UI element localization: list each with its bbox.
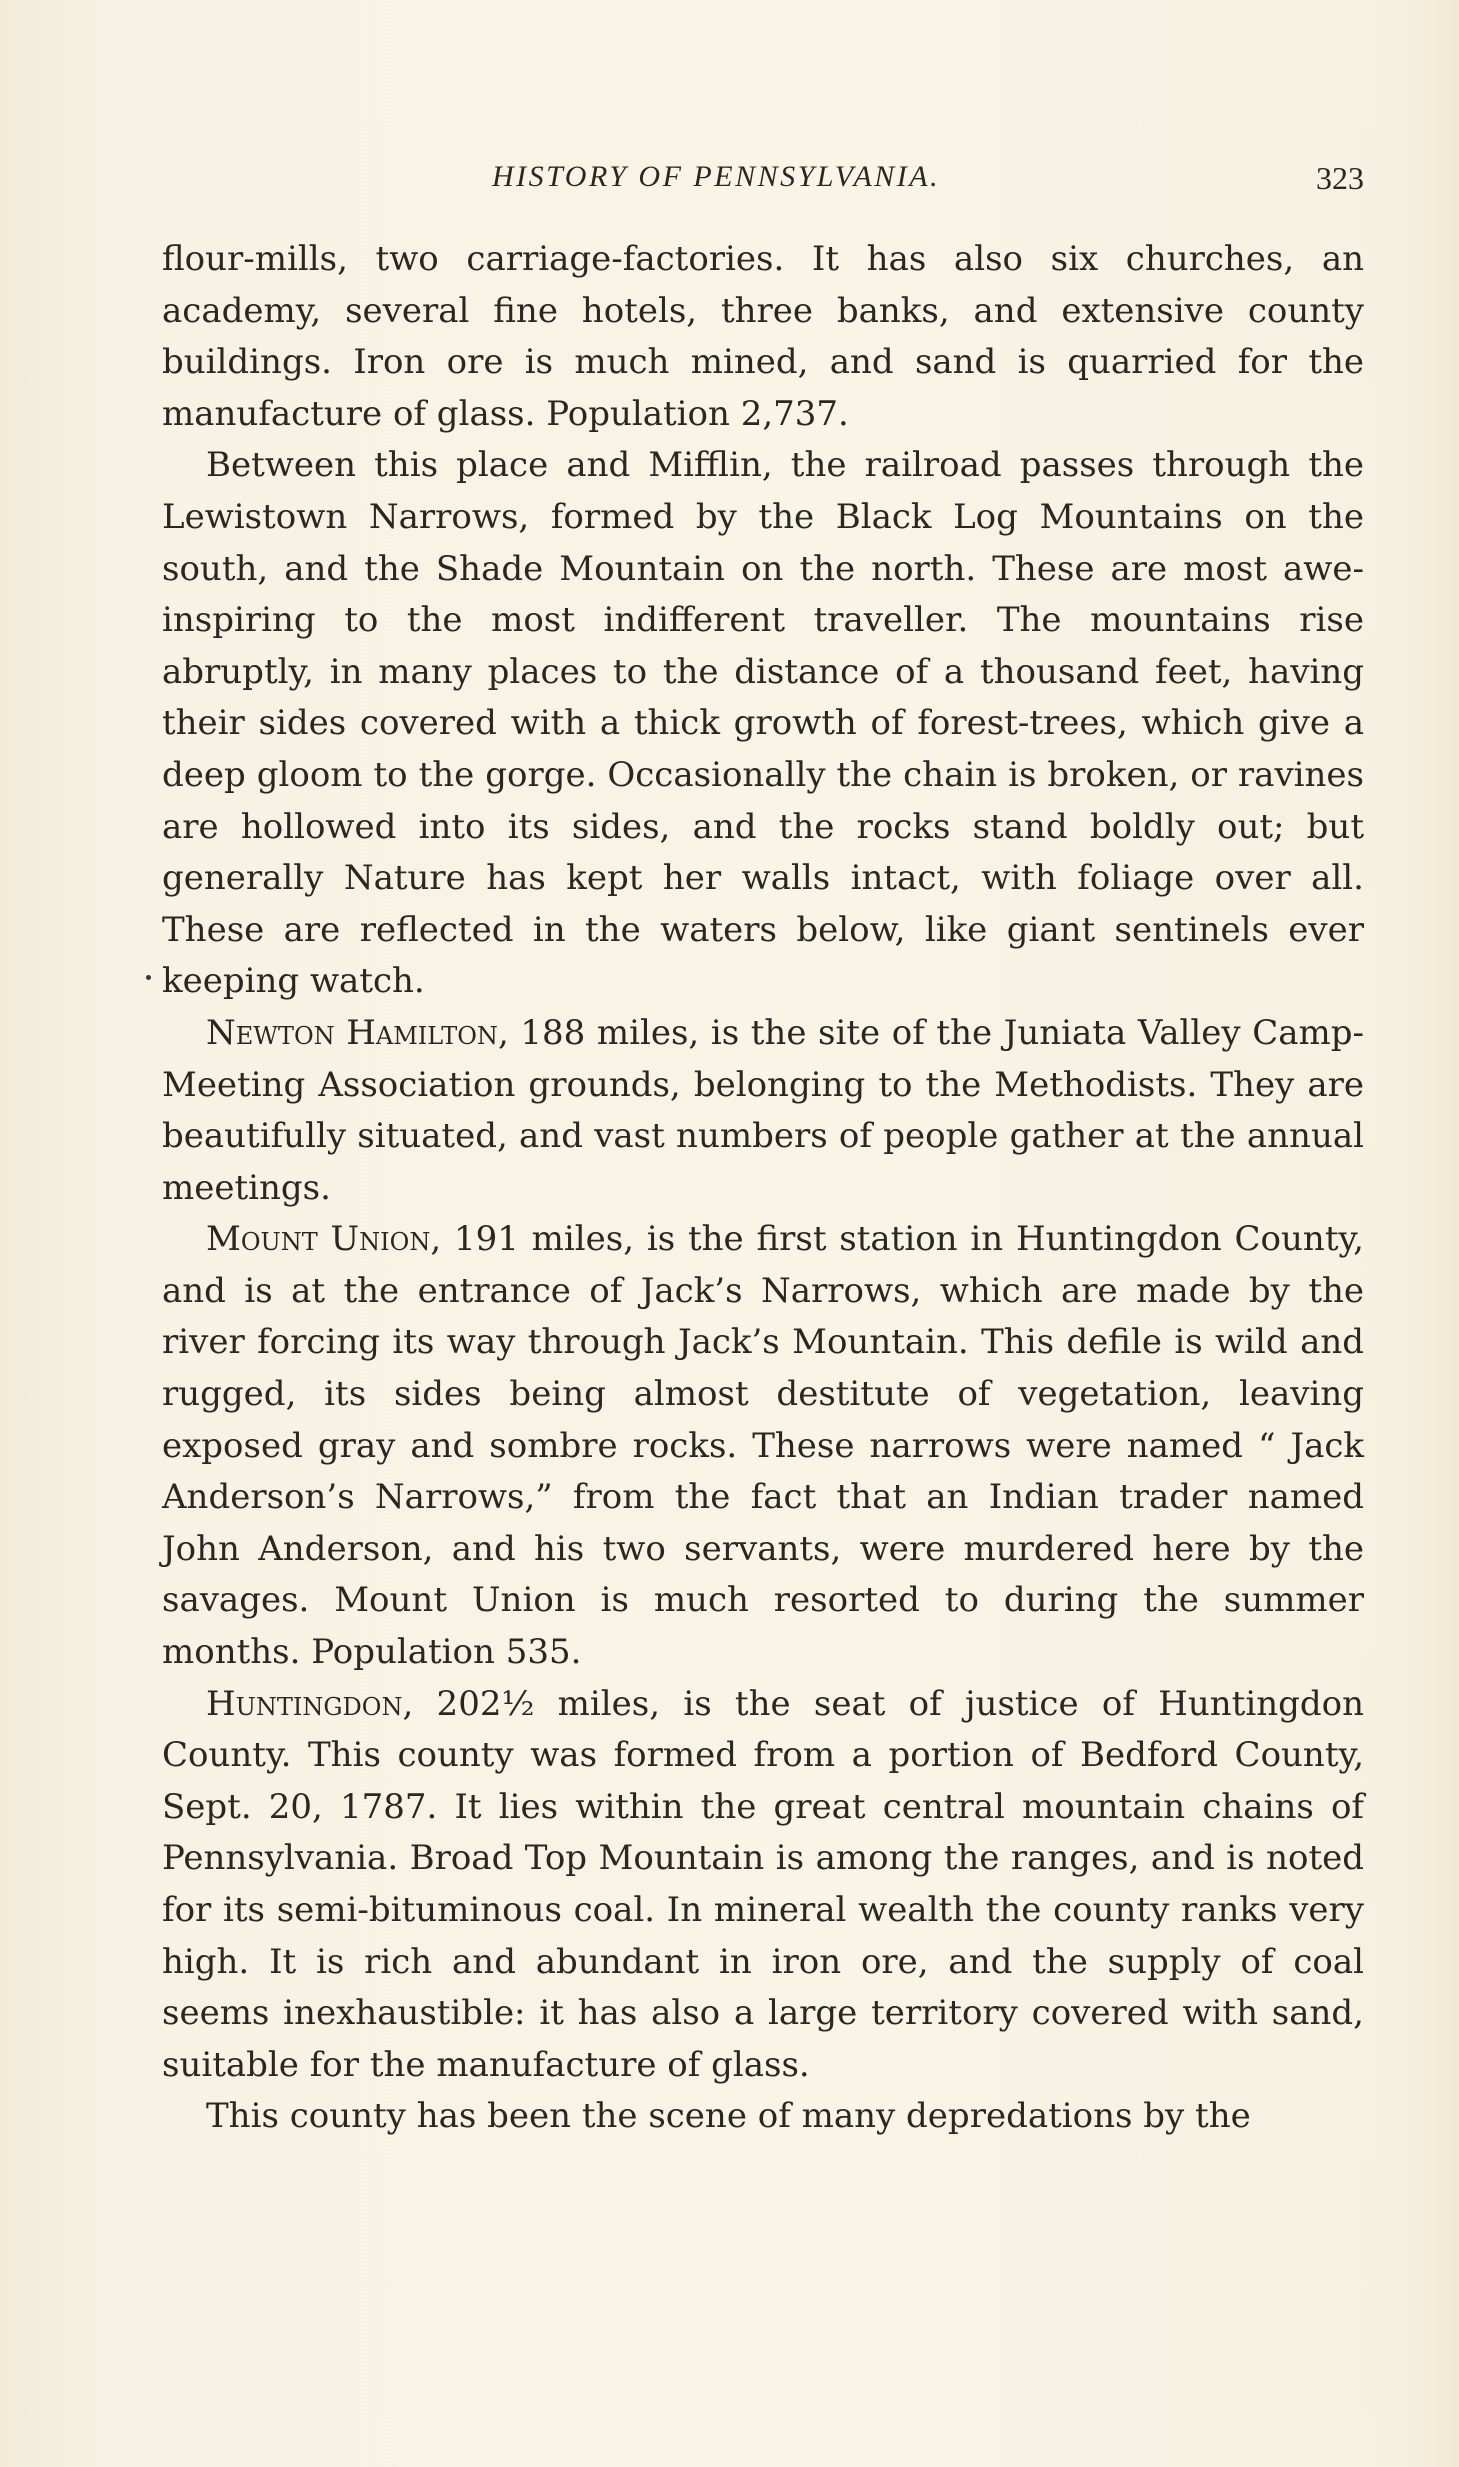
paragraph-4-text: , 191 miles, is the first station in Huntingdon County, and is at the entrance of Jack’s Narrows, which are made by the river forcing its way through Jack’s Mountain. This defile is wild and rugged, its sides being almost destitute of vegetation, leaving exposed gray and sombre rocks. These narrows were named “ Jack Anderson’s Narrows,” from the fact that an Indian trader named John Anderson, and his two servants, were murdered here by the savages. Mount Union is much resorted to during the summer months. Population 535. (162, 1219, 1364, 1673)
margin-mark (146, 975, 151, 980)
paragraph-mount-union (162, 1214, 1364, 1678)
paragraph-6 (162, 2091, 1364, 2143)
page-number: 323 (1316, 160, 1364, 196)
page-header (162, 160, 1364, 204)
paragraph-3-text: , 188 miles, is the site of the Juniata Valley Camp-Meeting Association grounds, belonging to the Methodists. They are beautifully situated, and vast numbers of people gather at the annual meetings. (162, 1012, 1364, 1208)
paragraph-2-text: Between this place and Mifflin, the railroad passes through the Lewistown Narrows, formed by the Black Log Mountains on the south, and the Shade Mountain on the north. These are most awe-inspiring to the most indifferent traveller. The mountains rise abruptly, in many places to the distance of a thousand feet, having their sides covered with a thick growth of forest-trees, which give a deep gloom to the gorge. Occasionally the chain is broken, or ravines are hollowed into its sides, and the rocks stand boldly out; but generally Nature has kept her walls intact, with foliage over all. These are reflected in the waters below, like giant sentinels ever keeping watch. (162, 445, 1364, 1002)
page-edge-shading (1399, 0, 1459, 2467)
paragraph-2 (162, 440, 1364, 1008)
paragraph-6-text: This county has been the scene of many depredations by the (206, 2096, 1251, 2137)
station-name-huntingdon: Huntingdon (206, 1683, 403, 1724)
paragraph-5-text: , 202½ miles, is the seat of justice of Huntingdon County. This county was formed from a portion of Bedford County, Sept. 20, 1787. It lies within the great central mountain chains of Pennsylvania. Broad Top Mountain is among the ranges, and is noted for its semi-bituminous coal. In mineral wealth the county ranks very high. It is rich and abundant in iron ore, and the supply of coal seems inexhaustible: it has also a large territory covered with sand, suitable for the manufacture of glass. (162, 1683, 1364, 2085)
station-name-mount-union: Mount Union (206, 1219, 431, 1260)
running-title: HISTORY OF PENNSYLVANIA. (492, 160, 941, 193)
station-name-newton-hamilton: Newton Hamilton (206, 1012, 498, 1053)
body-text (162, 234, 1364, 2143)
paragraph-1-text: flour-mills, two carriage-factories. It has also six churches, an academy, several fine hotels, three banks, and extensive county buildings. Iron ore is much mined, and sand is quarried for the manufacture of glass. Population 2,737. (162, 239, 1364, 434)
paragraph-newton-hamilton (162, 1008, 1364, 1214)
paragraph-1 (162, 234, 1364, 440)
paragraph-huntingdon (162, 1679, 1364, 2092)
